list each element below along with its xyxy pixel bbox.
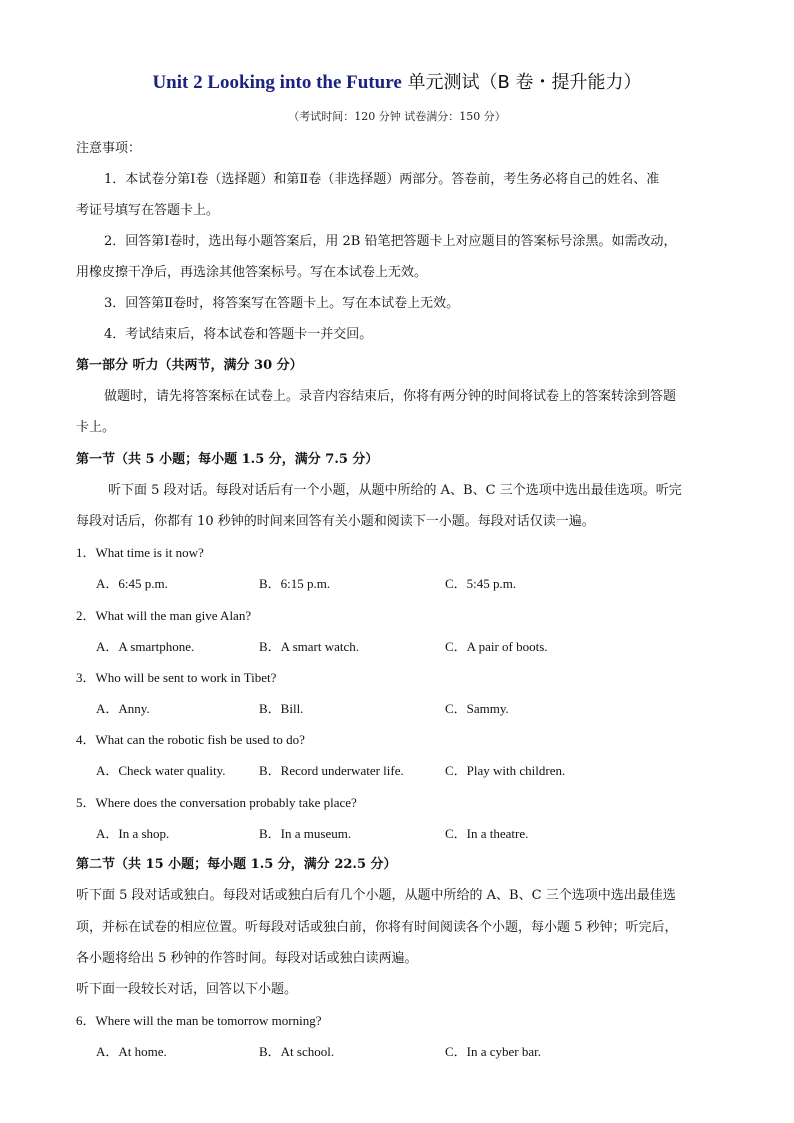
section2-heading: 第二节（共 15 小题；每小题 1.5 分，满分 22.5 分）: [76, 857, 397, 872]
question-2: 2．What will the man give Alan?: [76, 608, 252, 623]
question-6-option-a: A．At home.: [96, 1044, 167, 1059]
question-5-option-a: A．In a shop.: [96, 826, 170, 841]
question-3-option-a: A．Anny.: [96, 701, 150, 716]
question-5: 5．Where does the conversation probably take place?: [76, 795, 357, 810]
question-1: 1．What time is it now?: [76, 545, 204, 560]
question-6: 6．Where will the man be tomorrow morning?: [76, 1013, 322, 1028]
question-4-option-a: A．Check water quality.: [96, 763, 226, 778]
section2-prompt: 听下面一段较长对话，回答以下小题。: [76, 982, 298, 997]
note-item-1-line1: 1．本试卷分第Ⅰ卷（选择题）和第Ⅱ卷（非选择题）两部分。答卷前，考生务必将自己的姓名、准: [104, 172, 660, 187]
title-english: Unit 2 Looking into the Future: [152, 72, 402, 93]
question-6-option-b: B．At school.: [259, 1044, 335, 1059]
question-1-option-c: C．5:45 p.m.: [445, 576, 517, 591]
section1-intro-line2: 每段对话后，你都有 10 秒钟的时间来回答有关小题和阅读下一小题。每段对话仅读一遍。: [76, 514, 595, 529]
part1-heading: 第一部分 听力（共两节，满分 30 分）: [76, 358, 303, 373]
question-4: 4．What can the robotic fish be used to do?: [76, 732, 305, 747]
question-2-option-b: B．A smart watch.: [259, 639, 360, 654]
title-chinese: 单元测试（B 卷・提升能力）: [401, 72, 642, 93]
page-title: [0, 68, 794, 94]
question-2-option-c: C．A pair of boots.: [445, 639, 548, 654]
section1-intro-line1: 听下面 5 段对话。每段对话后有一个小题，从题中所给的 A、B、C 三个选项中选出最佳选项。听完: [108, 483, 682, 498]
question-5-option-b: B．In a museum.: [259, 826, 352, 841]
question-6-option-c: C．In a cyber bar.: [445, 1044, 542, 1059]
part1-intro-line2: 卡上。: [76, 420, 116, 435]
section2-intro-line1: 听下面 5 段对话或独白。每段对话或独白后有几个小题，从题中所给的 A、B、C 三个选项中选出最佳选: [76, 888, 676, 903]
question-3-option-b: B．Bill.: [259, 701, 304, 716]
question-4-option-b: B．Record underwater life.: [259, 763, 404, 778]
part1-intro-line1: 做题时，请先将答案标在试卷上。录音内容结束后，你将有两分钟的时间将试卷上的答案转涂到答题: [104, 389, 677, 404]
notes-heading: 注意事项：: [76, 141, 142, 156]
note-item-4: 4．考试结束后，将本试卷和答题卡一并交回。: [104, 327, 373, 342]
note-item-2-line2: 用橡皮擦干净后，再选涂其他答案标号。写在本试卷上无效。: [76, 265, 428, 280]
note-item-1-line2: 考证号填写在答题卡上。: [76, 203, 220, 218]
note-item-3: 3．回答第Ⅱ卷时，将答案写在答题卡上。写在本试卷上无效。: [104, 296, 460, 311]
question-1-option-a: A．6:45 p.m.: [96, 576, 168, 591]
question-4-option-c: C．Play with children.: [445, 763, 566, 778]
exam-time-info: （考试时间：120 分钟 试卷满分：150 分）: [288, 110, 506, 123]
section1-heading: 第一节（共 5 小题；每小题 1.5 分，满分 7.5 分）: [76, 452, 379, 467]
question-2-option-a: A．A smartphone.: [96, 639, 195, 654]
question-5-option-c: C．In a theatre.: [445, 826, 529, 841]
note-item-2-line1: 2．回答第Ⅰ卷时，选出每小题答案后，用 2B 铅笔把答题卡上对应题目的答案标号涂黑。如需改动，: [104, 234, 677, 249]
section2-intro-line3: 各小题将给出 5 秒钟的作答时间。每段对话或独白读两遍。: [76, 951, 418, 966]
section2-intro-line2: 项，并标在试卷的相应位置。听每段对话或独白前，你将有时间阅读各个小题，每小题 5 秒钟；听完后，: [76, 920, 678, 935]
question-3-option-c: C．Sammy.: [445, 701, 509, 716]
question-3: 3．Who will be sent to work in Tibet?: [76, 670, 277, 685]
question-1-option-b: B．6:15 p.m.: [259, 576, 331, 591]
